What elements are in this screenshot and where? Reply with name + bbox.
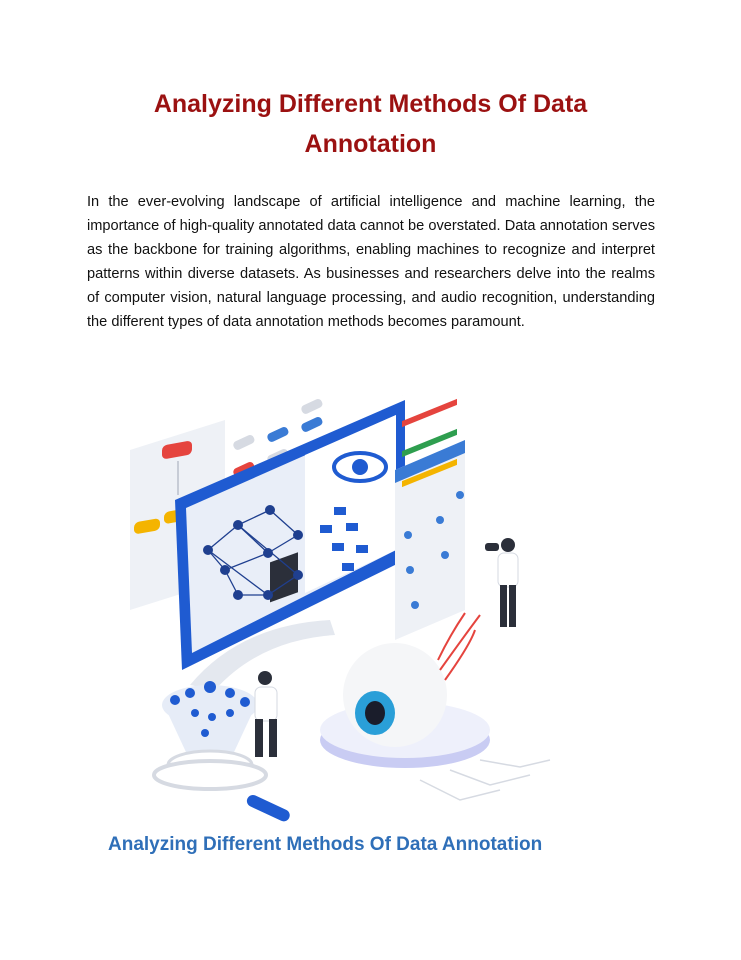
data-panel xyxy=(395,395,465,640)
person-with-binoculars xyxy=(485,538,518,627)
eyeball xyxy=(320,613,490,768)
data-annotation-illustration xyxy=(120,395,560,835)
intro-paragraph: In the ever-evolving landscape of artificial intelligence and machine learning, the importance of high-quality annotated data cannot be overstated. Data annotation serves as the backbone for training algorithms, enabling machines to recognize and interpret patterns within diverse datasets. As businesses and researchers delve into the realms of computer vision, natural language processing, and audio recognition, understanding the different types of data annotation methods becomes paramount. xyxy=(87,194,655,330)
circuit-lines xyxy=(420,760,550,800)
person-standing xyxy=(255,671,277,757)
illustration-caption: Analyzing Different Methods Of Data Annotation xyxy=(108,834,543,855)
page-title: Analyzing Different Methods Of Data Annotation xyxy=(153,90,588,158)
